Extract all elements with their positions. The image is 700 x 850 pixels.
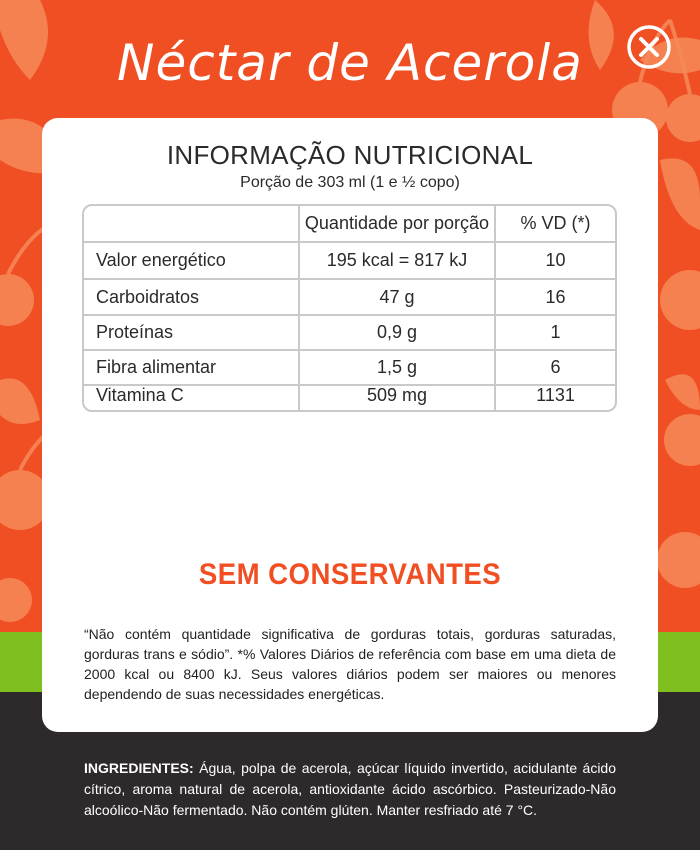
table-header-row bbox=[84, 206, 615, 241]
nutrition-title: INFORMAÇÃO NUTRICIONAL bbox=[166, 140, 534, 170]
nutrient-amount: 0,9 g bbox=[298, 315, 494, 350]
ingredients-text bbox=[84, 758, 616, 821]
nutrient-name: Valor energético bbox=[96, 250, 226, 270]
close-circle-icon[interactable] bbox=[626, 24, 672, 70]
page-title: Néctar de Acerola bbox=[117, 34, 583, 92]
table-row bbox=[84, 315, 615, 350]
table-row bbox=[84, 378, 615, 412]
nutrient-vd: 10 bbox=[494, 243, 615, 278]
nutrient-amount: 195 kcal = 817 kJ bbox=[298, 243, 494, 278]
nutrient-name: Carboidratos bbox=[96, 287, 200, 307]
nutrient-amount: 47 g bbox=[298, 280, 494, 315]
nutrient-vd: 16 bbox=[494, 280, 615, 315]
nutrient-vd: 1131 bbox=[494, 378, 615, 412]
column-header-vd: % VD (*) bbox=[494, 206, 615, 241]
nutrient-name: Fibra alimentar bbox=[96, 357, 217, 377]
table-row bbox=[84, 243, 615, 278]
nutrient-name: Vitamina C bbox=[96, 385, 184, 405]
column-header-amount: Quantidade por porção bbox=[298, 206, 494, 241]
nutrient-vd: 6 bbox=[494, 350, 615, 385]
ingredients-label: INGREDIENTES: bbox=[84, 760, 194, 776]
nutrition-table bbox=[82, 204, 617, 412]
column-header-nutrient bbox=[84, 206, 298, 241]
nutrient-amount: 1,5 g bbox=[298, 350, 494, 385]
no-preservatives-badge: SEM CONSERVANTES bbox=[198, 558, 502, 591]
nutrient-name: Proteínas bbox=[96, 322, 174, 342]
ingredients-list: Água, polpa de acerola, açúcar líquido invertido, acidulante ácido cítrico, aroma natural de acerola, antioxidante ácido ascórbico. Pasteurizado-Não alcoólico-Não fermentado. Não contém glúten. Manter resfriado até 7 °C. bbox=[84, 760, 616, 818]
portion-size: Porção de 303 ml (1 e ½ copo) bbox=[240, 174, 460, 191]
nutrition-footnote: “Não contém quantidade significativa de gorduras totais, gorduras saturadas, gorduras trans e sódio”. *% Valores Diários de referência com base em uma dieta de 2000 kcal ou 8400 kJ. Seus valores diários podem ser maiores ou menores dependendo de suas necessidades energéticas. bbox=[84, 626, 616, 702]
table-row bbox=[84, 280, 615, 315]
nutrient-vd: 1 bbox=[494, 315, 615, 350]
nutrient-amount: 509 mg bbox=[298, 378, 494, 412]
nutrition-card bbox=[42, 118, 658, 732]
